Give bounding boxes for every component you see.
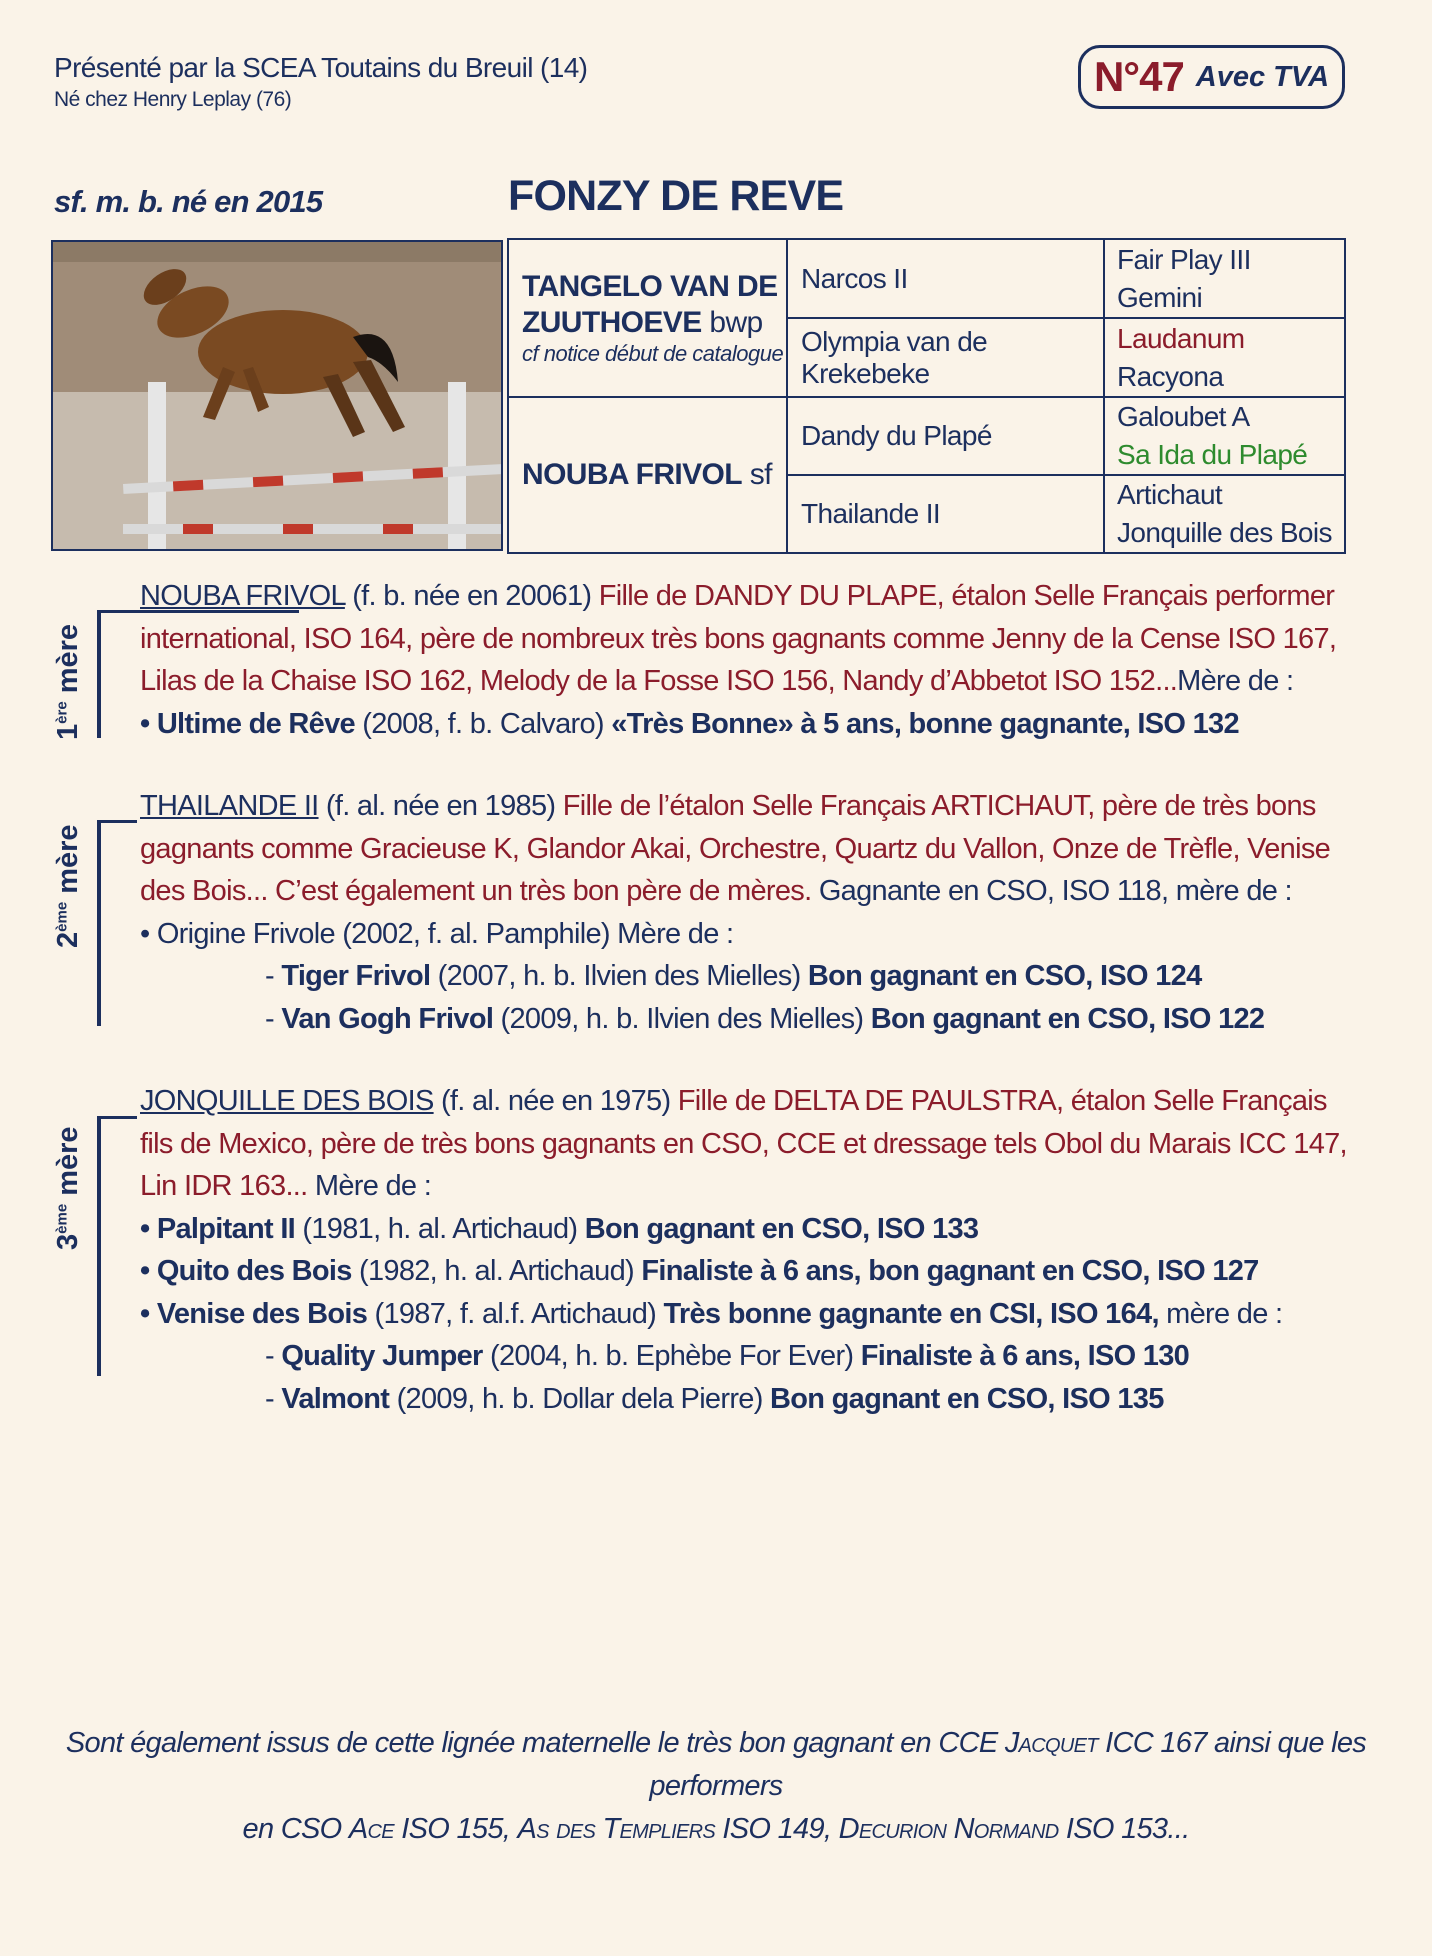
dam2-section xyxy=(140,785,1350,1040)
footer-as-des-templiers: As des Templiers xyxy=(517,1813,716,1845)
lot-badge xyxy=(1078,45,1345,109)
dam3-name: JONQUILLE DES BOIS xyxy=(140,1085,434,1117)
dam3-p1-name: Palpitant II xyxy=(156,1212,296,1245)
dam1-p1-name: Ultime de Rêve xyxy=(156,707,355,740)
dam2-grandprogeny-2: - Van Gogh Frivol (2009, h. b. Ilvien des Mielles) Bon gagnant en CSO, ISO 122 xyxy=(265,1002,1265,1035)
dam2-bracket-line xyxy=(97,820,101,1026)
dam2-label: 2ème mère xyxy=(52,824,84,948)
pedigree-dsd: Sa Ida du Plapé xyxy=(1117,439,1308,470)
dam3-section xyxy=(140,1080,1350,1420)
dam3-bracket-top xyxy=(97,1116,137,1119)
dam-studbook: sf xyxy=(749,458,772,491)
presenter-block xyxy=(54,52,587,112)
pedigree-sd-parents xyxy=(1104,318,1345,397)
horse-jump-illustration xyxy=(53,242,503,551)
dam3-p1-info: (1981, h. al. Artichaud) xyxy=(295,1212,585,1245)
lot-number: N°47 xyxy=(1093,53,1184,100)
dam2-bracket-top xyxy=(97,820,137,823)
dam3-p3-name: Venise des Bois xyxy=(156,1297,368,1330)
dam2-progeny-1: • Origine Frivole (2002, f. al. Pamphile) Mère de : xyxy=(140,917,734,950)
dam1-name: NOUBA FRIVOL xyxy=(140,580,345,612)
pedigree-sss: Fair Play III xyxy=(1117,243,1251,275)
lot-vat: Avec TVA xyxy=(1195,60,1330,93)
footer-ace: Ace xyxy=(348,1813,394,1845)
dam3-mother-of: Mère de : xyxy=(307,1170,432,1202)
dam-name: NOUBA FRIVOL xyxy=(522,458,743,491)
pedigree-sd: Olympia van de Krekebeke xyxy=(787,318,1104,397)
footer-line-2: en CSO Ace ISO 155, As des Templiers ISO 149, Decurion Normand ISO 153... xyxy=(242,1813,1190,1845)
dam3-progeny-3: • Venise des Bois (1987, f. al.f. Artichaud) Très bonne gagnante en CSI, ISO 164, mère de : xyxy=(140,1297,1283,1330)
pedigree-ddd: Jonquille des Bois xyxy=(1117,517,1332,548)
pedigree-ds: Dandy du Plapé xyxy=(787,397,1104,475)
dam1-p1-perf: «Très Bonne» à 5 ans, bonne gagnante, ISO 132 xyxy=(611,707,1239,740)
pedigree-sds: Laudanum xyxy=(1117,322,1245,354)
pedigree-sdd: Racyona xyxy=(1117,360,1224,392)
dam2-perf: Gagnante en CSO, ISO 118, mère de : xyxy=(811,875,1292,907)
dam2-g1-info: (2007, h. b. Ilvien des Mielles) xyxy=(430,960,808,992)
dam3-p2-name: Quito des Bois xyxy=(156,1255,352,1287)
dam1-info: (f. b. née en 20061) xyxy=(344,580,599,612)
footer-note xyxy=(60,1722,1372,1851)
pedigree-ds-parents xyxy=(1104,397,1345,475)
dam3-label: 3ème mère xyxy=(52,1126,84,1250)
dam1-desc: Fille de DANDY DU PLAPE, étalon Selle Français performer international, ISO 164, père de nombreux très bons gagnants comme Jenny de la Cense ISO 167, Lilas de la Chaise ISO 162, Melody de la Fosse ISO 156, Nandy d’Abbetot ISO 152... xyxy=(140,580,1337,697)
footer-line-1: Sont également issus de cette lignée maternelle le très bon gagnant en CCE Jacquet ICC 167 ainsi que les performers xyxy=(65,1727,1367,1802)
dam3-p1-perf: Bon gagnant en CSO, ISO 133 xyxy=(584,1212,979,1245)
dam1-bracket-line xyxy=(97,610,101,738)
dam3-info: (f. al. née en 1975) xyxy=(433,1085,678,1117)
footer-decurion-normand: Decurion Normand xyxy=(838,1813,1059,1845)
horse-jumping-photo xyxy=(51,240,503,551)
dam2-g2-name: Van Gogh Frivol xyxy=(281,1002,494,1035)
dam3-g1-name: Quality Jumper xyxy=(281,1340,483,1372)
pedigree-ssd: Gemini xyxy=(1117,281,1203,313)
pedigree-ss: Narcos II xyxy=(787,239,1104,318)
dam2-desc: Fille de l’étalon Selle Français ARTICHAUT, père de très bons gagnants comme Gracieuse K, Glandor Akai, Orchestre, Quartz du Vallon, Onze de Trèfle, Venise des Bois... C’est également un très bon père de mères. xyxy=(140,790,1331,907)
pedigree-dd: Thailande II xyxy=(787,475,1104,553)
horse-description: sf. m. b. né en 2015 xyxy=(54,184,323,219)
dam3-p2-perf: Finaliste à 6 ans, bon gagnant en CSO, ISO 127 xyxy=(641,1255,1259,1287)
dam3-p3-perf: Très bonne gagnante en CSI, ISO 164, xyxy=(663,1297,1159,1330)
dam2-g1-perf: Bon gagnant en CSO, ISO 124 xyxy=(807,960,1202,992)
pedigree-dd-parents xyxy=(1104,475,1345,553)
dam1-progeny-1: • Ultime de Rêve (2008, f. b. Calvaro) «Très Bonne» à 5 ans, bonne gagnante, ISO 132 xyxy=(140,707,1239,740)
dam2-g2-perf: Bon gagnant en CSO, ISO 122 xyxy=(870,1002,1265,1035)
dam1-p1-info: (2008, f. b. Calvaro) xyxy=(354,707,612,740)
dam2-g2-info: (2009, h. b. Ilvien des Mielles) xyxy=(493,1002,871,1035)
sire-note: cf notice début de catalogue xyxy=(522,341,784,366)
dam3-desc: Fille de DELTA DE PAULSTRA, étalon Selle Français fils de Mexico, père de très bons gagnants en CSO, CCE et dressage tels Obol du Marais ICC 147, Lin IDR 163... xyxy=(140,1085,1347,1202)
dam3-g2-name: Valmont xyxy=(281,1382,390,1415)
pedigree-dds: Artichaut xyxy=(1117,479,1223,510)
dam3-grandprogeny-2: - Valmont (2009, h. b. Dollar dela Pierre) Bon gagnant en CSO, ISO 135 xyxy=(265,1382,1164,1415)
footer-jacquet: Jacquet xyxy=(1004,1727,1098,1759)
pedigree-ss-parents xyxy=(1104,239,1345,318)
breeder-text: Né chez Henry Leplay (76) xyxy=(54,88,292,111)
dam2-g1-name: Tiger Frivol xyxy=(281,960,431,992)
pedigree-table xyxy=(507,238,1346,554)
dam3-bracket-line xyxy=(97,1116,101,1376)
dam3-p3-tail: mère de : xyxy=(1158,1297,1283,1330)
dam3-g1-info: (2004, h. b. Ephèbe For Ever) xyxy=(482,1340,861,1372)
pedigree-dam-cell xyxy=(508,397,787,553)
presenter-text: Présenté par la SCEA Toutains du Breuil (14) xyxy=(54,52,588,83)
dam3-g2-info: (2009, h. b. Dollar dela Pierre) xyxy=(389,1382,771,1415)
sire-studbook: bwp xyxy=(709,306,763,339)
dam3-progeny-1: • Palpitant II (1981, h. al. Artichaud) Bon gagnant en CSO, ISO 133 xyxy=(140,1212,979,1245)
sire-name: TANGELO VAN DE ZUUTHOEVE xyxy=(522,270,778,339)
dam3-progeny-2: • Quito des Bois (1982, h. al. Artichaud) Finaliste à 6 ans, bon gagnant en CSO, ISO 127 xyxy=(140,1255,1259,1287)
dam3-grandprogeny-1: - Quality Jumper (2004, h. b. Ephèbe For Ever) Finaliste à 6 ans, ISO 130 xyxy=(265,1340,1190,1372)
pedigree-sire-cell xyxy=(508,239,787,397)
dam2-p1-text: Origine Frivole (2002, f. al. Pamphile) Mère de : xyxy=(156,917,734,950)
dam1-mother-of: Mère de : xyxy=(1177,665,1294,697)
dam3-p3-info: (1987, f. al.f. Artichaud) xyxy=(367,1297,664,1330)
dam3-p2-info: (1982, h. al. Artichaud) xyxy=(351,1255,642,1287)
dam2-name: THAILANDE II xyxy=(140,790,319,822)
dam1-label: 1ère mère xyxy=(52,623,84,740)
dam3-g1-perf: Finaliste à 6 ans, ISO 130 xyxy=(860,1340,1190,1372)
dam1-section xyxy=(140,575,1350,745)
dam3-g2-perf: Bon gagnant en CSO, ISO 135 xyxy=(770,1382,1164,1415)
horse-name: FONZY DE REVE xyxy=(508,172,844,220)
dam2-info: (f. al. née en 1985) xyxy=(318,790,563,822)
pedigree-dss: Galoubet A xyxy=(1117,401,1250,432)
dam2-grandprogeny-1: - Tiger Frivol (2007, h. b. Ilvien des Mielles) Bon gagnant en CSO, ISO 124 xyxy=(265,960,1202,992)
